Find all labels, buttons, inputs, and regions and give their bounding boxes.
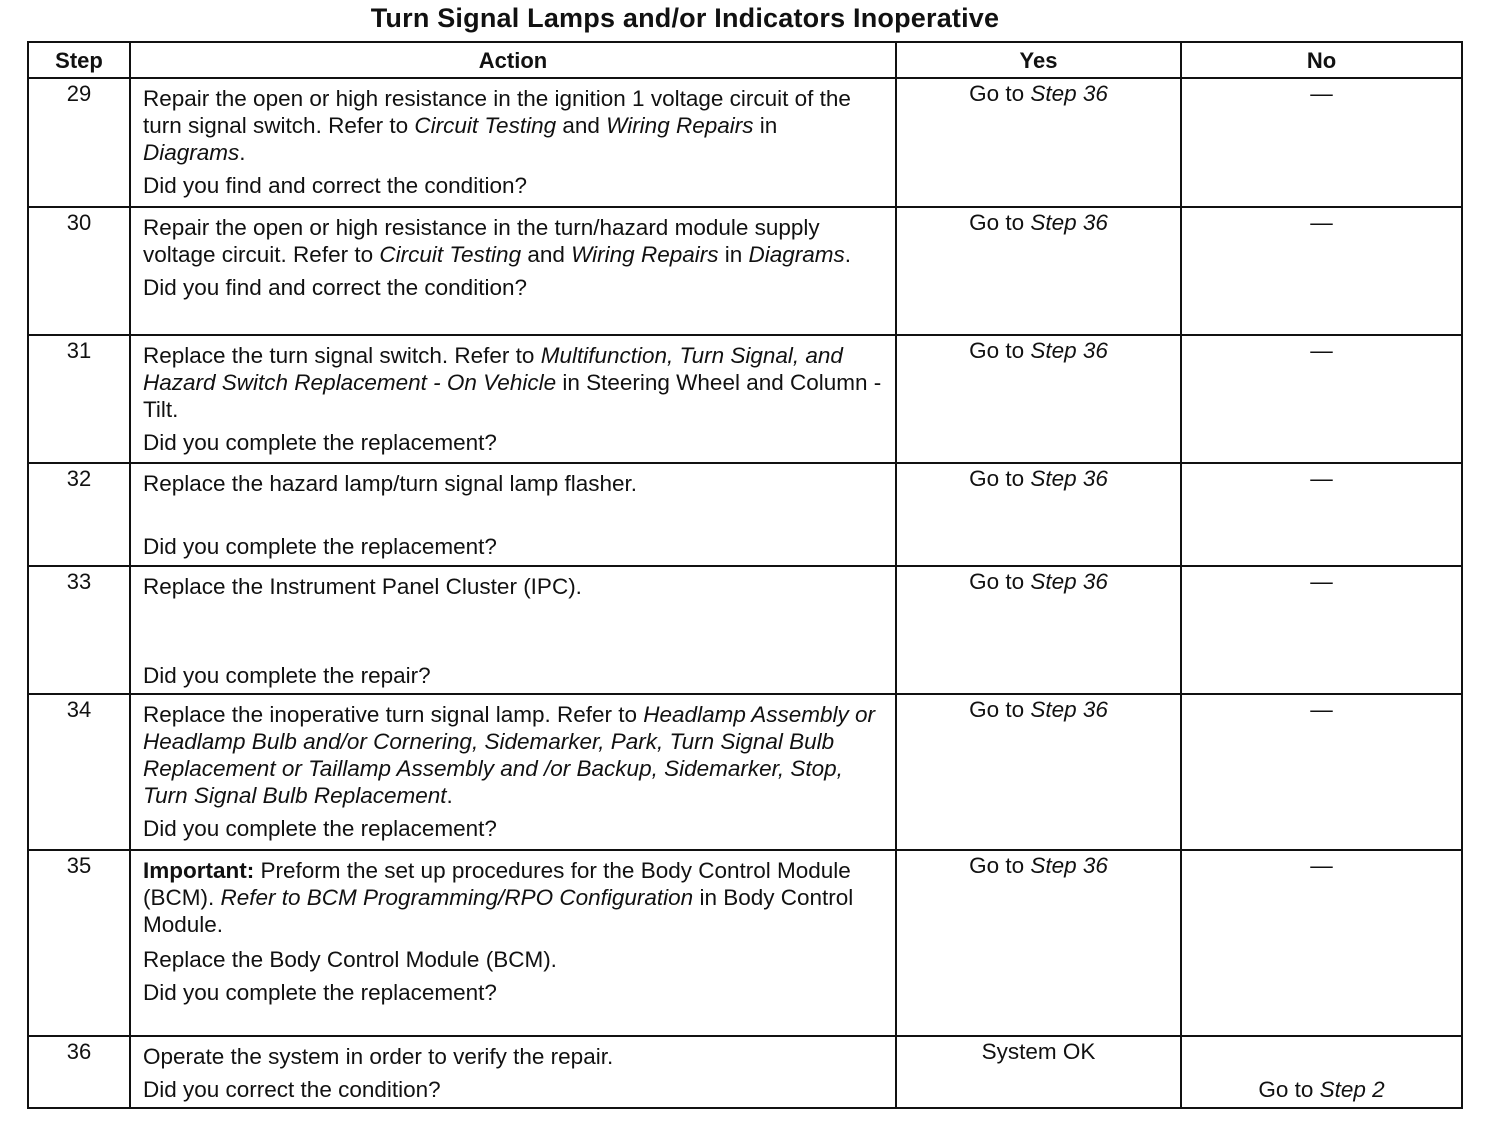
reference-link: Headlamp Assembly or Headlamp Bulb and/or Cornering, Sidemarker, Park, Turn Signal Bulb Replacement or Taillamp Assembly and /or Backup, Sidemarker, Stop, Turn Signal Bulb Replacement bbox=[143, 702, 876, 808]
yes-prefix: Go to bbox=[969, 853, 1031, 878]
text-segment: Replace the Instrument Panel Cluster (IPC). bbox=[143, 574, 582, 599]
no-cell bbox=[1181, 1036, 1462, 1108]
important-label: Important: bbox=[143, 858, 255, 883]
text-segment: Replace the turn signal switch. Refer to bbox=[143, 343, 541, 368]
yes-prefix: Go to bbox=[969, 569, 1031, 594]
yes-cell bbox=[896, 850, 1181, 1036]
step-number: 31 bbox=[28, 335, 130, 463]
question-text: Did you complete the repair? bbox=[143, 663, 431, 688]
yes-prefix: System OK bbox=[981, 1039, 1096, 1064]
table-row-32 bbox=[28, 463, 1462, 566]
yes-step-link: Step 36 bbox=[1030, 466, 1108, 491]
no-cell: — bbox=[1181, 694, 1462, 850]
action-cell bbox=[130, 694, 896, 850]
page-title: Turn Signal Lamps and/or Indicators Inoperative bbox=[370, 3, 1000, 33]
text-segment: in Body Control Module. bbox=[143, 885, 854, 937]
header-no: No bbox=[1181, 42, 1462, 78]
step-number: 36 bbox=[28, 1036, 130, 1108]
yes-prefix: Go to bbox=[969, 338, 1031, 363]
question-text: Did you find and correct the condition? bbox=[143, 173, 527, 198]
reference-link: Circuit Testing bbox=[379, 242, 522, 267]
question-text: Did you find and correct the condition? bbox=[143, 275, 527, 300]
reference-link: Diagrams bbox=[143, 140, 240, 165]
action-cell bbox=[130, 207, 896, 335]
step-number: 30 bbox=[28, 207, 130, 335]
header-action: Action bbox=[130, 42, 896, 78]
question-text: Did you complete the replacement? bbox=[143, 816, 497, 841]
no-cell: — bbox=[1181, 78, 1462, 207]
header-yes: Yes bbox=[896, 42, 1181, 78]
reference-link: Wiring Repairs bbox=[606, 113, 754, 138]
no-cell: — bbox=[1181, 850, 1462, 1036]
action-text bbox=[143, 573, 885, 600]
text-segment: Preform the set up procedures for the Body Control Module (BCM). bbox=[143, 858, 851, 910]
yes-step-link: Step 36 bbox=[1030, 210, 1108, 235]
action-cell bbox=[130, 463, 896, 566]
text-segment: Repair the open or high resistance in the ignition 1 voltage circuit of the turn signal switch. Refer to bbox=[143, 86, 851, 138]
table-header-row bbox=[28, 42, 1462, 78]
text-segment: and bbox=[556, 113, 607, 138]
diagnostic-table bbox=[27, 41, 1463, 1109]
step-number: 34 bbox=[28, 694, 130, 850]
no-cell: — bbox=[1181, 463, 1462, 566]
table-row-34 bbox=[28, 694, 1462, 850]
no-step-link: Step 2 bbox=[1319, 1077, 1385, 1102]
reference-link: Circuit Testing bbox=[414, 113, 557, 138]
yes-cell bbox=[896, 463, 1181, 566]
action-cell bbox=[130, 335, 896, 463]
text-segment: . bbox=[844, 242, 852, 267]
yes-prefix: Go to bbox=[969, 466, 1031, 491]
header-step: Step bbox=[28, 42, 130, 78]
yes-step-link: Step 36 bbox=[1030, 338, 1108, 363]
yes-prefix: Go to bbox=[969, 697, 1031, 722]
text-segment: in bbox=[753, 113, 778, 138]
action-text bbox=[143, 470, 885, 497]
table-row-30 bbox=[28, 207, 1462, 335]
question-text: Did you complete the replacement? bbox=[143, 534, 497, 559]
reference-link: Wiring Repairs bbox=[571, 242, 719, 267]
yes-step-link: Step 36 bbox=[1030, 853, 1108, 878]
table-row-33 bbox=[28, 566, 1462, 694]
text-segment: in bbox=[718, 242, 749, 267]
no-prefix: Go to bbox=[1258, 1077, 1320, 1102]
yes-step-link: Step 36 bbox=[1030, 569, 1108, 594]
text-segment: . bbox=[446, 783, 453, 808]
text-segment: Repair the open or high resistance in the turn/hazard module supply voltage circuit. Refer to bbox=[143, 215, 820, 267]
step-number: 29 bbox=[28, 78, 130, 207]
no-cell: — bbox=[1181, 566, 1462, 694]
text-segment: Operate the system in order to verify the repair. bbox=[143, 1044, 614, 1069]
action-cell bbox=[130, 78, 896, 207]
action-text bbox=[143, 1043, 885, 1070]
table-row-29 bbox=[28, 78, 1462, 207]
action-text bbox=[143, 857, 885, 938]
yes-prefix: Go to bbox=[969, 210, 1031, 235]
table-row-35 bbox=[28, 850, 1462, 1036]
step-number: 33 bbox=[28, 566, 130, 694]
reference-link: Diagrams bbox=[748, 242, 845, 267]
question-text: Did you complete the replacement? bbox=[143, 980, 497, 1005]
yes-cell bbox=[896, 566, 1181, 694]
yes-cell bbox=[896, 335, 1181, 463]
yes-cell bbox=[896, 78, 1181, 207]
question-text: Did you correct the condition? bbox=[143, 1077, 441, 1102]
yes-cell bbox=[896, 207, 1181, 335]
step-number: 35 bbox=[28, 850, 130, 1036]
action-text bbox=[143, 342, 885, 423]
text-segment: Replace the inoperative turn signal lamp. Refer to bbox=[143, 702, 644, 727]
text-segment: in Steering Wheel and Column - Tilt. bbox=[143, 370, 882, 422]
action-extra-text: Replace the Body Control Module (BCM). bbox=[143, 947, 557, 972]
reference-link: Refer to BCM Programming/RPO Configuration bbox=[220, 885, 694, 910]
text-segment: . bbox=[239, 140, 246, 165]
yes-step-link: Step 36 bbox=[1030, 697, 1108, 722]
yes-cell bbox=[896, 694, 1181, 850]
table-row-36 bbox=[28, 1036, 1462, 1108]
action-text bbox=[143, 85, 885, 166]
yes-prefix: Go to bbox=[969, 81, 1031, 106]
reference-link: Multifunction, Turn Signal, and Hazard Switch Replacement - On Vehicle bbox=[143, 343, 843, 395]
step-number: 32 bbox=[28, 463, 130, 566]
table-row-31 bbox=[28, 335, 1462, 463]
question-text: Did you complete the replacement? bbox=[143, 430, 497, 455]
action-cell bbox=[130, 566, 896, 694]
text-segment: and bbox=[521, 242, 572, 267]
yes-cell bbox=[896, 1036, 1181, 1108]
action-cell bbox=[130, 850, 896, 1036]
yes-step-link: Step 36 bbox=[1030, 81, 1108, 106]
action-text bbox=[143, 214, 885, 268]
no-cell: — bbox=[1181, 207, 1462, 335]
text-segment: Replace the hazard lamp/turn signal lamp flasher. bbox=[143, 471, 638, 496]
action-cell bbox=[130, 1036, 896, 1108]
action-text bbox=[143, 701, 885, 809]
no-cell: — bbox=[1181, 335, 1462, 463]
